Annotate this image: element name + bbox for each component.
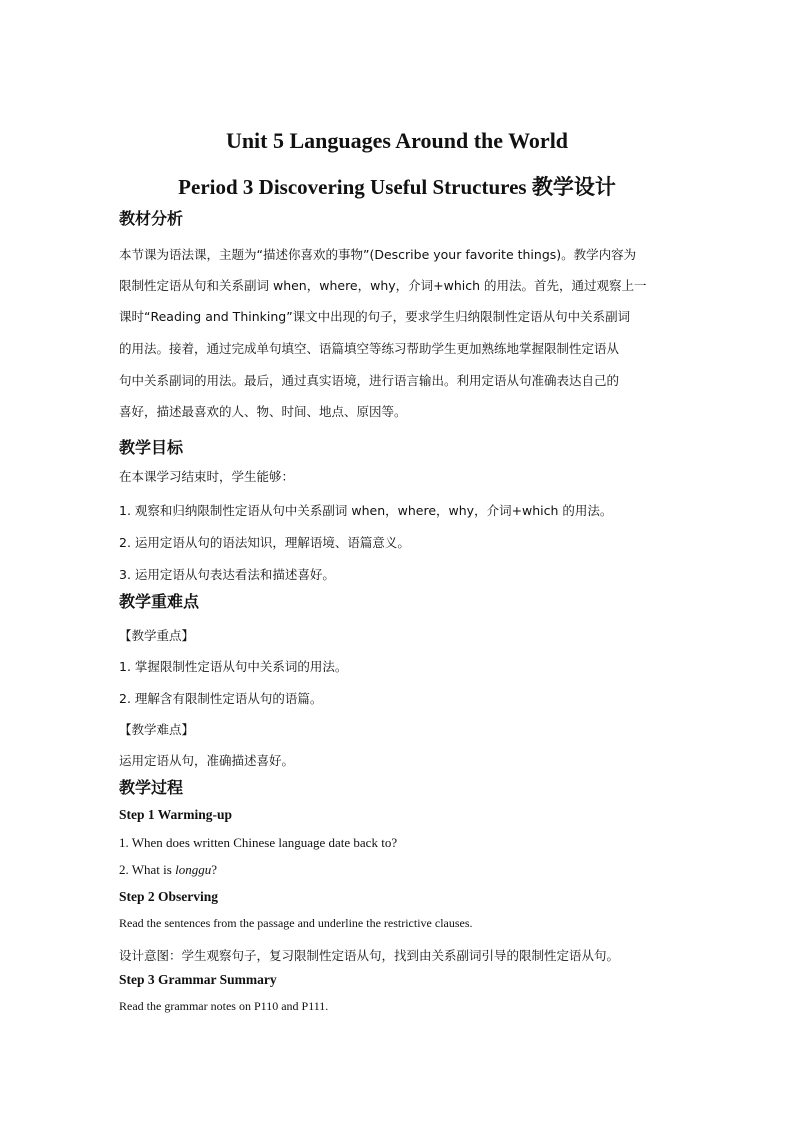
focus-item: 1. 掌握限制性定语从句中关系词的用法。 <box>119 659 348 674</box>
document-subtitle: Period 3 Discovering Useful Structures 教学设计 <box>178 175 616 199</box>
question-suffix: ? <box>211 862 217 877</box>
analysis-line: 喜好，描述最喜欢的人、物、时间、地点、原因等。 <box>119 404 407 419</box>
section-heading-objectives: 教学目标 <box>119 438 184 457</box>
objective-item: 1. 观察和归纳限制性定语从句中关系副词 when，where，why，介词+which 的用法。 <box>119 503 613 518</box>
step-instruction: Read the grammar notes on P110 and P111. <box>119 999 329 1013</box>
warmup-question: 1. When does written Chinese language date back to? <box>119 835 398 850</box>
analysis-line: 句中关系副词的用法。最后，通过真实语境，进行语言输出。利用定语从句准确表达自己的 <box>119 373 620 388</box>
analysis-line: 本节课为语法课，主题为“描述你喜欢的事物”(Describe your favorite things)。教学内容为 <box>119 247 637 262</box>
document-title: Unit 5 Languages Around the World <box>225 128 569 153</box>
step-title: Step 1 Warming-up <box>119 807 233 822</box>
difficulty-text: 运用定语从句，准确描述喜好。 <box>119 753 295 768</box>
objective-item: 2. 运用定语从句的语法知识，理解语境、语篇意义。 <box>119 535 410 550</box>
question-keyword: longgu <box>175 862 212 877</box>
warmup-question <box>119 862 217 878</box>
design-intent: 设计意图：学生观察句子，复习限制性定语从句，找到由关系副词引导的限制性定语从句。 <box>119 948 620 963</box>
difficulty-label: 【教学难点】 <box>119 722 195 737</box>
step-title: Step 3 Grammar Summary <box>119 972 277 987</box>
step-instruction: Read the sentences from the passage and underline the restrictive clauses. <box>119 916 473 930</box>
section-heading-process: 教学过程 <box>119 778 184 797</box>
analysis-line: 的用法。接着，通过完成单句填空、语篇填空等练习帮助学生更加熟练地掌握限制性定语从 <box>119 341 620 356</box>
analysis-line: 课时“Reading and Thinking”课文中出现的句子，要求学生归纳限制性定语从句中关系副词 <box>119 309 631 324</box>
section-heading-analysis: 教材分析 <box>119 209 184 228</box>
focus-item: 2. 理解含有限制性定语从句的语篇。 <box>119 691 323 706</box>
step-title: Step 2 Observing <box>119 889 219 904</box>
objectives-intro: 在本课学习结束时，学生能够： <box>119 469 295 484</box>
analysis-line: 限制性定语从句和关系副词 when，where，why，介词+which 的用法。首先，通过观察上一 <box>119 278 647 293</box>
objective-item: 3. 运用定语从句表达看法和描述喜好。 <box>119 567 335 582</box>
question-prefix: 2. What is <box>119 862 176 877</box>
focus-label: 【教学重点】 <box>119 628 195 643</box>
section-heading-keypoints: 教学重难点 <box>119 592 200 611</box>
